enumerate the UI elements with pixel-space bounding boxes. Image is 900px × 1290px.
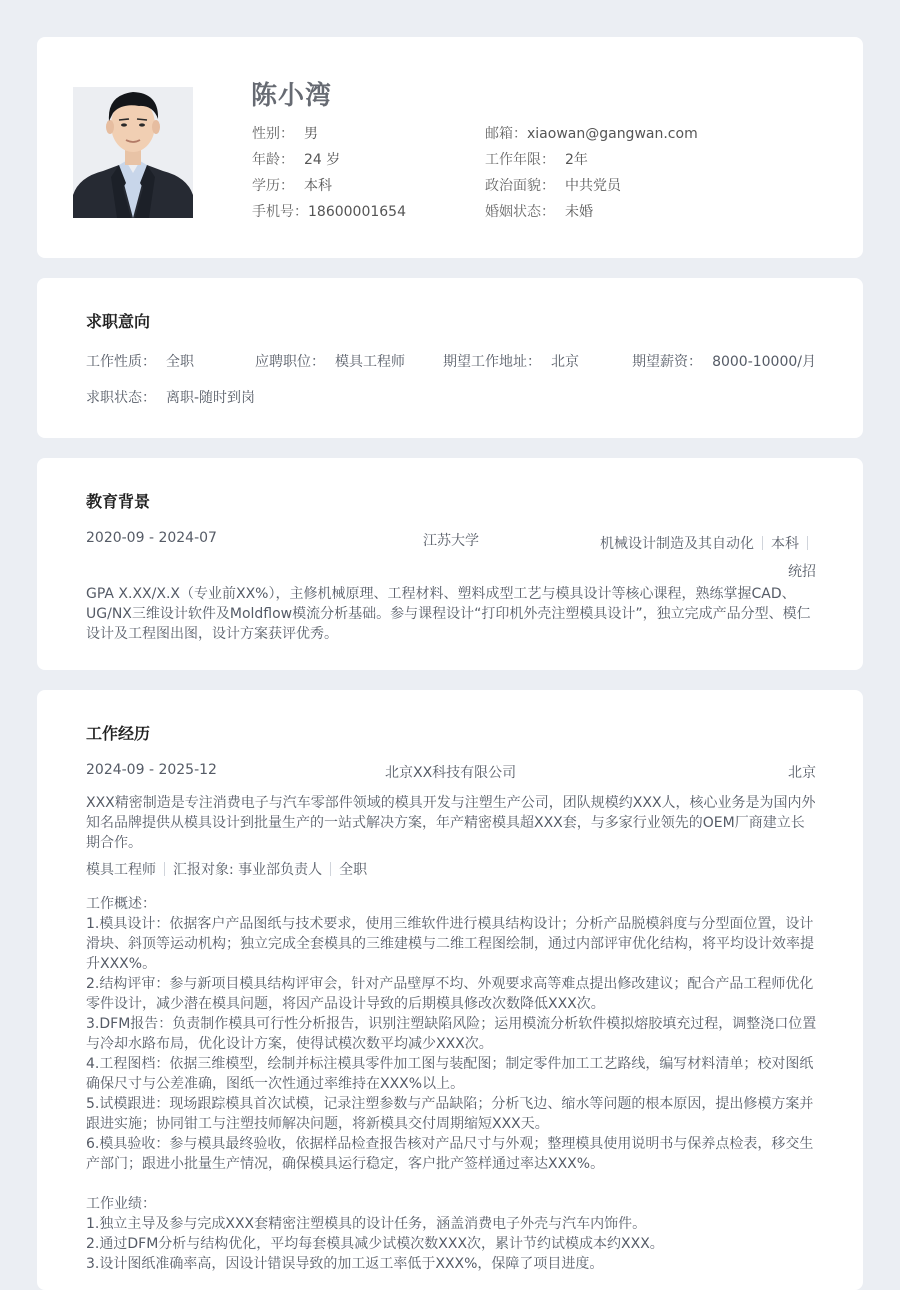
overview-item: 6.模具验收：参与模具最终验收，依据样品检查报告核对产品尺寸与外观；整理模具使用说明书与保养点检表，移交生产部门；跟进小批量生产情况，确保模具运行稳定，客户批产签样通过率达XXX%。 <box>86 1136 814 1172</box>
degree: 本科 <box>771 536 799 552</box>
phone-value: 18600001654 <box>308 204 406 220</box>
education-entry-header <box>86 530 816 580</box>
spacer <box>86 1174 818 1194</box>
education-date: 2020-09 - 2024-07 <box>86 530 217 546</box>
overview-heading: 工作概述： <box>86 896 156 912</box>
work-experience-card <box>37 690 863 1290</box>
political-status-row <box>485 173 698 199</box>
candidate-name: 陈小湾 <box>251 81 333 111</box>
location-label: 期望工作地址： <box>443 354 541 370</box>
overview-item: 5.试模跟进：现场跟踪模具首次试模，记录注塑参数与产品缺陷；分析飞边、缩水等问题的根本原因，提出修模方案并跟进实施；协同钳工与注塑技师解决问题，将新模具交付周期缩短XXX天。 <box>86 1096 814 1132</box>
phone-label: 手机号： <box>252 204 308 220</box>
email-value: xiaowan@gangwan.com <box>527 126 698 142</box>
job-title-tag: 模具工程师 <box>86 862 156 878</box>
avatar-photo <box>73 87 193 218</box>
divider <box>807 536 808 550</box>
overview-item: 2.结构评审：参与新项目模具结构评审会，针对产品壁厚不均、外观要求高等难点提出修改建议；配合产品工程师优化零件设计，减少潜在模具问题，将因产品设计导致的后期模具修改次数降低XXX次。 <box>86 976 814 1012</box>
school-name: 江苏大学 <box>423 533 479 549</box>
job-intent-card <box>37 278 863 438</box>
gender-row <box>252 121 406 147</box>
marital-status-row <box>485 199 698 225</box>
job-type-label: 工作性质： <box>86 354 156 370</box>
avatar <box>73 87 193 218</box>
achievement-item: 1.独立主导及参与完成XXX套精密注塑模具的设计任务，涵盖消费电子外壳与汽车内饰件。 <box>86 1216 647 1232</box>
education-level-row <box>252 173 406 199</box>
section-title-intent: 求职意向 <box>86 312 151 331</box>
salary-value: 8000-10000/月 <box>712 354 816 370</box>
job-status-item <box>86 387 255 407</box>
gender-value: 男 <box>304 126 318 142</box>
gender-label: 性别： <box>252 126 294 142</box>
work-city: 北京 <box>788 765 816 781</box>
job-type-item <box>86 351 194 371</box>
position-value: 模具工程师 <box>335 354 405 370</box>
company-name: 北京XX科技有限公司 <box>385 765 517 781</box>
overview-item: 4.工程图档：依据三维模型，绘制并标注模具零件加工图与装配图；制定零件加工工艺路线，编写材料清单；校对图纸确保尺寸与公差准确，图纸一次性通过率维持在XXX%以上。 <box>86 1056 814 1092</box>
education-card <box>37 458 863 670</box>
work-entry-header <box>86 762 816 782</box>
position-label: 应聘职位： <box>255 354 325 370</box>
section-title-education: 教育背景 <box>86 492 151 511</box>
age-value: 24 岁 <box>304 152 341 168</box>
divider <box>164 862 165 876</box>
job-status-value: 离职-随时到岗 <box>166 390 256 406</box>
achievement-item: 3.设计图纸准确率高，因设计错误导致的加工返工率低于XXX%，保障了项目进度。 <box>86 1256 604 1272</box>
location-value: 北京 <box>551 354 579 370</box>
email-label: 邮箱： <box>485 126 527 142</box>
marital-status-label: 婚姻状态： <box>485 204 555 220</box>
marital-status-value: 未婚 <box>565 204 593 220</box>
report-to-tag: 汇报对象: 事业部负责人 <box>173 862 323 878</box>
salary-label: 期望薪资： <box>632 354 703 370</box>
political-status-value: 中共党员 <box>565 178 621 194</box>
basic-info-left <box>252 121 406 225</box>
enrollment-type: 统招 <box>788 564 816 580</box>
age-row <box>252 147 406 173</box>
salary-item <box>632 351 816 371</box>
work-details <box>86 894 818 1274</box>
education-level-value: 本科 <box>304 178 332 194</box>
overview-item: 3.DFM报告：负责制作模具可行性分析报告，识别注塑缺陷风险；运用模流分析软件模拟熔胶填充过程，调整浇口位置与冷却水路布局，优化设计方案，使得试模次数平均减少XXX次。 <box>86 1016 817 1052</box>
job-type-value: 全职 <box>166 354 194 370</box>
position-item <box>255 351 405 371</box>
intent-row <box>86 351 816 371</box>
age-label: 年龄： <box>252 152 294 168</box>
education-tags <box>586 530 816 586</box>
work-years-value: 2年 <box>565 152 588 168</box>
basic-info-right <box>485 121 698 225</box>
work-tags <box>86 859 367 879</box>
work-years-label: 工作年限： <box>485 152 555 168</box>
divider <box>762 536 763 550</box>
phone-row <box>252 199 406 225</box>
section-title-work: 工作经历 <box>86 724 151 743</box>
company-intro: XXX精密制造是专注消费电子与汽车零部件领域的模具开发与注塑生产公司，团队规模约XXX人，核心业务是为国内外知名品牌提供从模具设计到批量生产的一站式解决方案，年产精密模具超XXX套，与多家行业领先的OEM厂商建立长期合作。 <box>86 795 816 851</box>
location-item <box>443 351 579 371</box>
major: 机械设计制造及其自动化 <box>600 536 754 552</box>
work-date: 2024-09 - 2025-12 <box>86 762 217 778</box>
achievement-item: 2.通过DFM分析与结构优化，平均每套模具减少试模次数XXX次，累计节约试模成本约XXX。 <box>86 1236 664 1252</box>
education-level-label: 学历： <box>252 178 294 194</box>
employment-type-tag: 全职 <box>339 862 368 878</box>
overview-item: 1.模具设计：依据客户产品图纸与技术要求，使用三维软件进行模具结构设计；分析产品脱模斜度与分型面位置，设计滑块、斜顶等运动机构；独立完成全套模具的三维建模与二维工程图绘制，通过内部评审优化结构，将平均设计效率提升XXX%。 <box>86 916 814 972</box>
political-status-label: 政治面貌： <box>485 178 555 194</box>
divider <box>330 862 331 876</box>
job-status-label: 求职状态： <box>86 390 156 406</box>
education-description: GPA X.XX/X.X（专业前XX%），主修机械原理、工程材料、塑料成型工艺与模具设计等核心课程，熟练掌握CAD、UG/NX三维设计软件及Moldflow模流分析基础。参与课程设计“打印机外壳注塑模具设计”，独立完成产品分型、模仁设计及工程图出图，设计方案获评优秀。 <box>86 586 811 642</box>
profile-card <box>37 37 863 258</box>
email-row <box>485 121 698 147</box>
work-years-row <box>485 147 698 173</box>
achievements-heading: 工作业绩： <box>86 1196 156 1212</box>
